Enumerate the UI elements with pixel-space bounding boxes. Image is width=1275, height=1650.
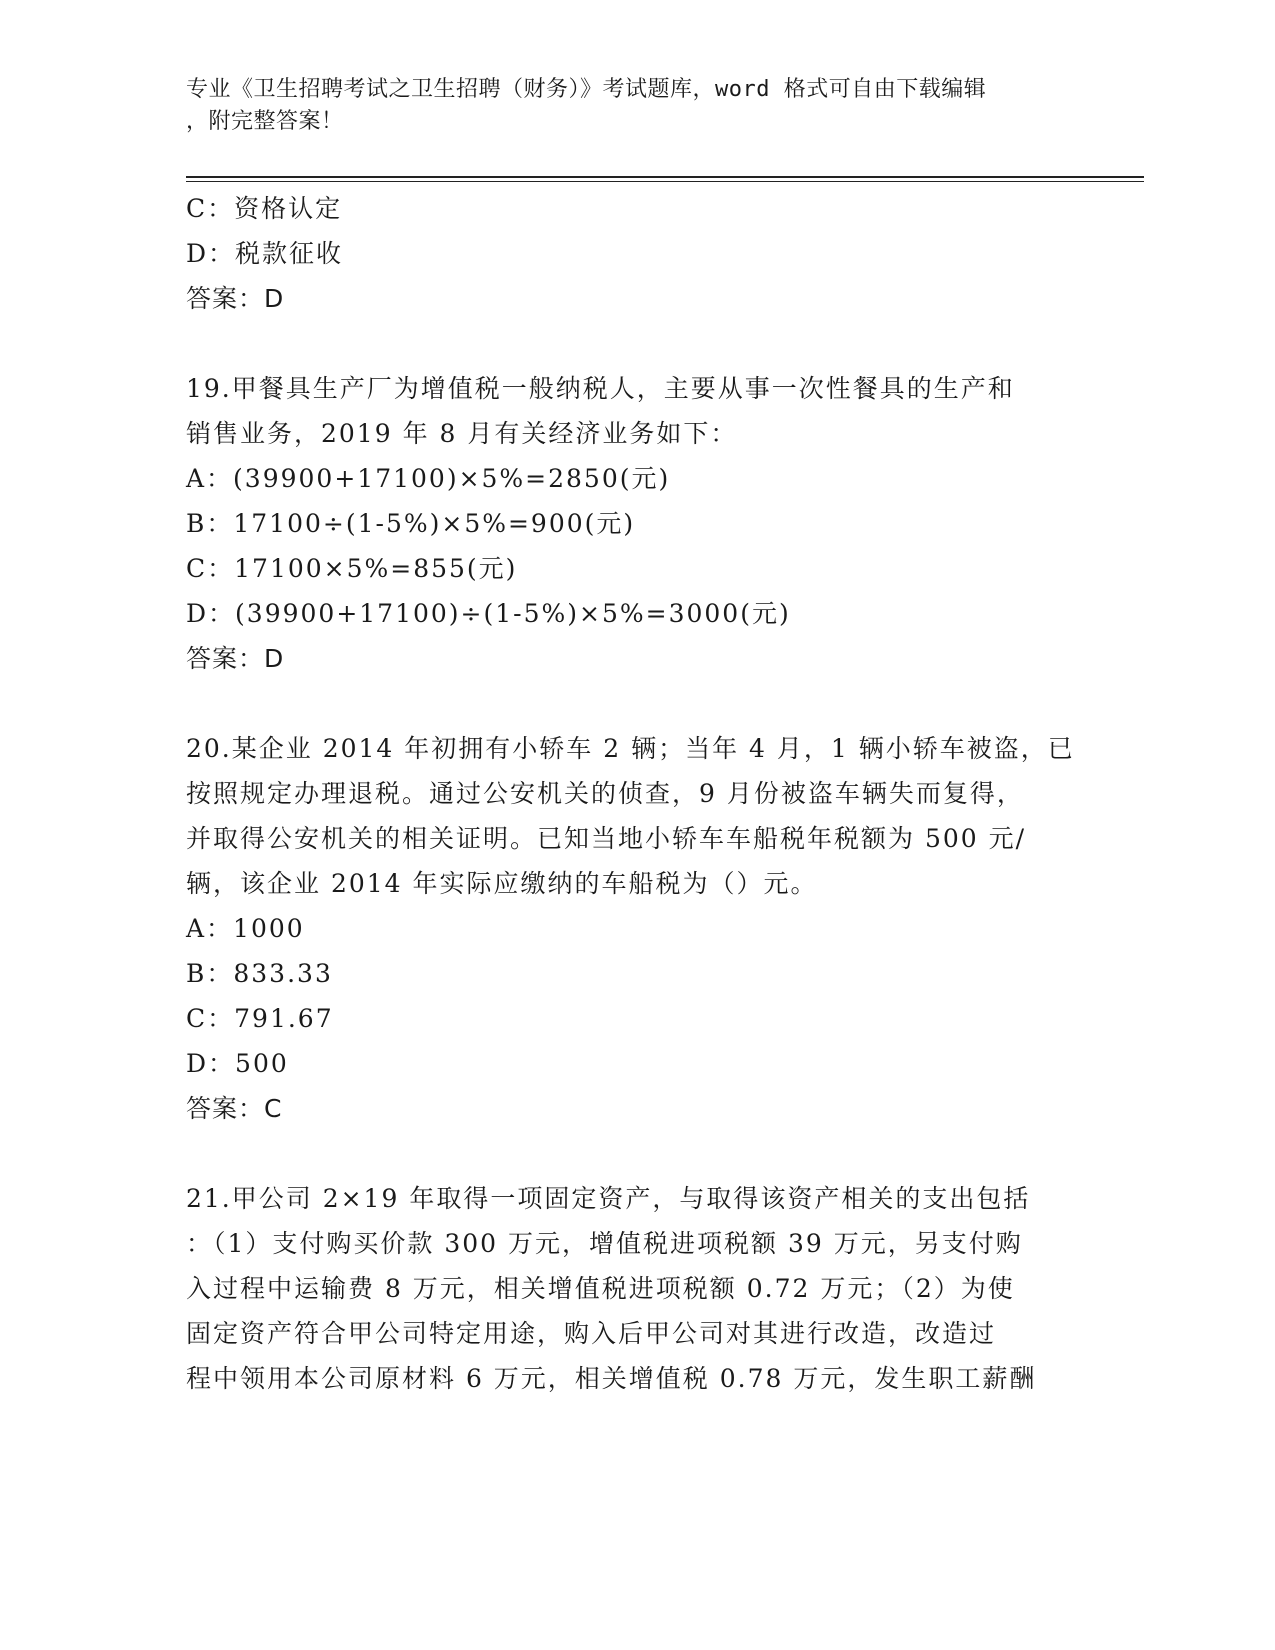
option-d: D：税款征收 bbox=[186, 239, 344, 268]
header-divider-thick bbox=[186, 176, 1144, 178]
answer-line: 答案：D bbox=[186, 644, 285, 673]
option-c: C：791.67 bbox=[186, 1004, 334, 1033]
option-b: B：17100÷(1-5%)×5%=900(元) bbox=[186, 509, 636, 538]
question-stem: ：（1）支付购买价款 300 万元，增值税进项税额 39 万元，另支付购 bbox=[186, 1229, 1023, 1258]
question-stem: 程中领用本公司原材料 6 万元，相关增值税 0.78 万元，发生职工薪酬 bbox=[186, 1364, 1037, 1393]
question-stem: 20.某企业 2014 年初拥有小轿车 2 辆；当年 4 月，1 辆小轿车被盗，已 bbox=[186, 734, 1075, 763]
question-stem: 固定资产符合甲公司特定用途，购入后甲公司对其进行改造，改造过 bbox=[186, 1319, 997, 1348]
question-stem: 按照规定办理退税。通过公安机关的侦查，9 月份被盗车辆失而复得， bbox=[186, 779, 1024, 808]
question-18-tail bbox=[186, 186, 1086, 321]
document-body bbox=[186, 186, 1086, 1401]
option-a: A：(39900+17100)×5%=2850(元) bbox=[186, 464, 671, 493]
document-header bbox=[186, 74, 1086, 138]
question-stem: 21.甲公司 2×19 年取得一项固定资产，与取得该资产相关的支出包括 bbox=[186, 1184, 1031, 1213]
option-d: D：(39900+17100)÷(1-5%)×5%=3000(元) bbox=[186, 599, 791, 628]
question-gap bbox=[186, 1131, 1086, 1176]
question-19 bbox=[186, 366, 1086, 681]
question-gap bbox=[186, 681, 1086, 726]
answer-line: 答案：D bbox=[186, 284, 285, 313]
option-d: D：500 bbox=[186, 1049, 289, 1078]
question-stem: 19.甲餐具生产厂为增值税一般纳税人，主要从事一次性餐具的生产和 bbox=[186, 374, 1015, 403]
option-c: C：17100×5%=855(元) bbox=[186, 554, 518, 583]
answer-line: 答案：C bbox=[186, 1094, 283, 1123]
header-line-1: 专业《卫生招聘考试之卫生招聘（财务）》考试题库，word 格式可自由下载编辑 bbox=[186, 77, 987, 102]
question-stem: 并取得公安机关的相关证明。已知当地小轿车车船税年税额为 500 元/ bbox=[186, 824, 1027, 853]
header-line-2: ，附完整答案！ bbox=[186, 109, 344, 134]
question-stem: 销售业务，2019 年 8 月有关经济业务如下： bbox=[186, 419, 738, 448]
header-divider-thin bbox=[186, 181, 1144, 182]
option-c: C：资格认定 bbox=[186, 194, 343, 223]
question-21 bbox=[186, 1176, 1086, 1401]
question-gap bbox=[186, 321, 1086, 366]
question-stem: 入过程中运输费 8 万元，相关增值税进项税额 0.72 万元；（2）为使 bbox=[186, 1274, 1015, 1303]
question-20 bbox=[186, 726, 1086, 1131]
option-a: A：1000 bbox=[186, 914, 305, 943]
option-b: B：833.33 bbox=[186, 959, 333, 988]
question-stem: 辆，该企业 2014 年实际应缴纳的车船税为（）元。 bbox=[186, 869, 818, 898]
